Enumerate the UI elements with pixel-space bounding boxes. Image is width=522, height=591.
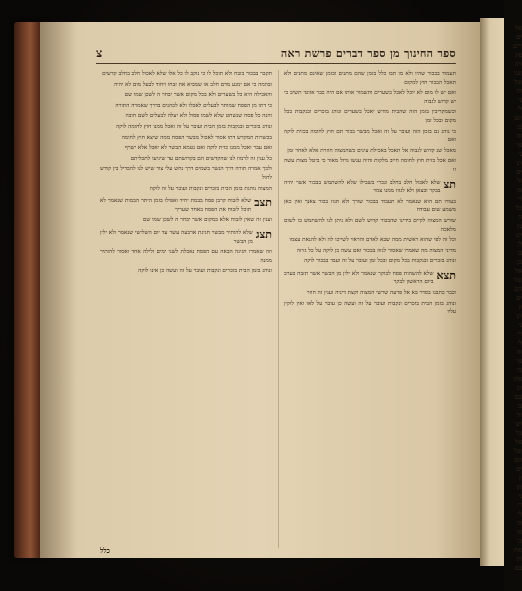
strip-line: יש	[515, 231, 522, 239]
strip-line: ני	[518, 321, 522, 329]
strip-line: סו	[516, 186, 522, 194]
paragraph	[100, 112, 272, 121]
strip-line: את	[514, 546, 522, 554]
paragraph-text: ונוהג בזמן הבית בזכרים ונקבות ועובר על זה ועשה כן עובר על לאו ואין לוקין עליו	[284, 300, 456, 316]
strip-line: כי	[517, 366, 522, 374]
paragraph	[284, 236, 456, 245]
strip-line: אל	[515, 438, 522, 446]
paragraph	[284, 247, 456, 256]
strip-line: רי	[517, 330, 522, 338]
strip-line: זה	[516, 132, 522, 140]
section-number: תצב	[254, 196, 272, 210]
paragraph-text: כי דתו מן הפסח שמותר לבעלים לאכלו ולא לכהנים בדרך שאמרה התורה	[115, 102, 272, 109]
section-number: תצג	[255, 227, 272, 241]
paragraph	[284, 300, 456, 317]
right-page-text	[482, 24, 522, 573]
paragraph-text: וכל זה לפי שהוא ראשית ממה שבא לאדם והראוי לשייכו לה ולא להנאת עצמו	[289, 237, 456, 244]
strip-line: אי	[516, 357, 522, 365]
strip-line: הו	[516, 87, 522, 95]
paragraph-text: מאכל שנ קדוש לגבוה אל תאכל באכילת עינים כשהמצוה חוזרת אלא לאחר זמן	[287, 147, 456, 154]
strip-line: לי	[517, 510, 522, 518]
catchword: כלל	[100, 546, 110, 555]
strip-line: כל	[515, 429, 522, 437]
page-title: ספר החינוך מן ספר דברים פרשת ראה	[280, 47, 456, 60]
page-number: צ	[96, 46, 103, 60]
strip-line: תן	[516, 483, 522, 491]
paragraph-text: שורש המצוה לקיים בידינו שהבכור קדוש לשם ולא ניתן לנו להשתמש בו לשום מלאכה	[284, 217, 456, 233]
paragraph	[284, 147, 456, 156]
strip-line: מן	[516, 222, 522, 230]
strip-line: ול	[517, 177, 522, 185]
strip-line: רי	[517, 501, 522, 509]
paragraph	[100, 134, 272, 143]
strip-line: בו	[517, 402, 522, 410]
paragraph-text: מדיני המצוה מה שאמרו שאסור לגזוז בבכור ואם עשה כן לוקה על כל גזיזה	[296, 247, 456, 254]
paragraph	[100, 229, 272, 246]
paragraph	[100, 123, 272, 132]
header-rule	[96, 63, 456, 64]
strip-line: לו	[517, 240, 522, 248]
column-divider	[278, 70, 279, 548]
paragraph	[284, 108, 456, 125]
strip-line: פק	[515, 51, 522, 59]
strip-line: יש	[515, 420, 522, 428]
paragraph	[284, 270, 456, 287]
strip-line: בם	[514, 564, 522, 572]
strip-line: כל	[515, 204, 522, 212]
paragraph-text: כי נוהג גם בזמן הזה ועובר על זה ואכל מבשר בכור תם חוץ לחומה בכזית לוקה ואם	[284, 128, 456, 144]
paragraph	[100, 155, 272, 164]
paragraph	[284, 289, 456, 298]
strip-line: זה	[516, 348, 522, 356]
paragraph-text: וכבר כתבנו בסדר בא אל פרעה שרשי המצוה וקצת דיניה וענין זה חוזר	[306, 290, 456, 297]
paragraph	[100, 102, 272, 111]
strip-line: ני	[518, 150, 522, 158]
paragraph-text: בכשרות המקדש דתו אסור לאכול מבשר הפסח ממה שיצא חוץ לחומה	[121, 134, 272, 141]
strip-line: זה	[516, 519, 522, 527]
paragraph	[100, 144, 272, 153]
strip-line: רים	[513, 42, 522, 50]
paragraph-text: ואם עבר ואכל ממנו כזית לוקה ואם נטמא הבשר לא יאכל אלא ישרף	[125, 145, 272, 152]
text-column-right	[284, 70, 456, 548]
strip-line: של	[514, 447, 522, 455]
strip-line: רי	[517, 195, 522, 203]
strip-line: ה	[518, 213, 522, 221]
strip-line: תן	[516, 312, 522, 320]
paragraph	[100, 70, 272, 79]
strip-line: כן	[517, 123, 522, 131]
paragraph-text: וכשמקריבין בזמן הזה שהבית מורש יאכל בשערים ונוהג בזכרים ובנקבות בכל מקום ובכל זמן	[284, 109, 456, 124]
strip-line: לי	[517, 339, 522, 347]
paragraph-text: בעודו תם הוא שנאמר לא תעבוד בבכור שורך ולא תגוז בכור צאנך ואין כאן משמע שום עבודה	[284, 198, 456, 214]
paragraph	[284, 198, 456, 215]
paragraph-text: שלא לאכול חלב בחלב ונכרי בשבילו שלא להשתמש בבכור אשר יהיה בבקר ובצאן ולא לגזוז ממנו צמר	[284, 179, 441, 195]
paragraph-text: שלא לזבוח קרבן פסח בבמת יחיד ואפילו בזמן היתר הבמות שנאמר לא תוכל לזבוח את הפסח באחד שעריך	[100, 198, 252, 213]
paragraph-text: וזה שאמרו חגיגה הבאה עם הפסח נאכלת לשני ימים ולילה אחד ואסור להותיר ממנה	[100, 249, 272, 264]
right-page-edge	[480, 18, 522, 572]
paragraph-text: כל ענין זה לרמוז לנו שהקדשים הם בקדושתם עד שיגיעו לתכליתם	[130, 155, 272, 162]
section-number: תצא	[436, 268, 456, 282]
strip-line: ים	[516, 168, 522, 176]
strip-line: לי	[517, 105, 522, 113]
paragraph	[284, 157, 456, 174]
paragraph	[100, 165, 272, 182]
strip-line: הן	[516, 555, 522, 563]
paragraph-text: תקבר בבכור בזבח ולא תוכל לו כי נוקב לו כל אלו שלא לאכול חלב בחלב קדשים	[102, 71, 272, 77]
strip-line: אי	[516, 528, 522, 536]
paragraph-text: והנה כל פסח שנשחט שלא לשמו פסול ולא יעלה לבעלים לשם חובה	[125, 113, 272, 120]
text-column-left	[100, 70, 272, 548]
paragraph-text: ואם אכל כזית חוץ לחומה חייב מלקות והיה ענשו גדול מאוד כי ביטל מצות עשה זו	[284, 158, 456, 173]
paragraph	[100, 81, 272, 90]
paragraph-text: וענין זה שאין לזבוח אלא במקום אשר יבחר ה לשכן שמו שם	[142, 217, 272, 224]
strip-line: ויה	[514, 60, 522, 68]
strip-line: ון	[518, 474, 522, 482]
strip-line: ני	[518, 492, 522, 500]
strip-line: תן	[516, 159, 522, 167]
strip-line: הם	[514, 114, 522, 122]
strip-line: בו	[517, 249, 522, 257]
paragraph-text: ולכך אמרה תורה דרך הנשר בשמים דרך נחש עלי צור שיש לנו להבדיל בין קודש לחול	[100, 166, 272, 181]
paragraph	[100, 197, 272, 214]
strip-line: הן	[516, 384, 522, 392]
paragraph-text: ובהמה כי אם ימנע מדם חלב או שמביא את זבחו ויחוד לבעל מום לא יהיה	[113, 81, 272, 88]
paragraph-text: ונוהג בזכרים ובנקבות בזמן הבית ועובר על זה ואכל ממנו חוץ לחומה לוקה	[116, 123, 272, 130]
strip-line: ים	[516, 33, 522, 41]
paragraph-text: תעמוד בבכור שהיו ולא מו תבו כלל בזמן שהם מתנים ובזמן שאינם מתנים ולא תאכל הבכור חוץ למקום	[284, 71, 456, 86]
section-number: תצ	[443, 177, 456, 191]
strip-line: ני	[518, 96, 522, 104]
paragraph	[100, 91, 272, 100]
strip-line: ון	[518, 303, 522, 311]
paragraph	[100, 267, 272, 276]
strip-line: אל	[515, 267, 522, 275]
paragraph	[284, 89, 456, 106]
paragraph	[284, 70, 456, 87]
paragraph-text: והאכילה היא כל בשערים ולא בכל מקום אשר יבחר ה לשכן שמו שם	[124, 92, 272, 99]
strip-line: הם	[514, 285, 522, 293]
paragraph	[284, 179, 456, 196]
strip-line: אל	[515, 24, 522, 32]
paragraph-text: ונוהג בזמן הבית בזכרים ונקבות ועובר על זה ועשה כן אינו לוקה	[138, 268, 272, 275]
paragraph	[284, 128, 456, 145]
running-header	[96, 46, 456, 61]
strip-line: ים	[516, 294, 522, 302]
strip-line: בם	[514, 393, 522, 401]
paragraph	[100, 216, 272, 225]
paragraph-text: ונוהג בזכרים ובנקבות בכל מקום ובכל זמן ועובר על זה ועבד בבכור לוקה	[304, 258, 456, 265]
strip-line: הם	[514, 456, 522, 464]
strip-line: את	[514, 375, 522, 383]
strip-line: כן	[517, 258, 522, 266]
paragraph	[284, 217, 456, 234]
strip-line: שני	[513, 69, 522, 77]
strip-line: של	[514, 276, 522, 284]
strip-line: אי	[516, 141, 522, 149]
paragraph	[100, 185, 272, 194]
paragraph-text: המצוה נוהגת בזמן הבית בזכרים ונקבות ועובר על זה לוקה	[149, 185, 272, 192]
strip-line: של	[514, 78, 522, 86]
paragraph	[284, 257, 456, 266]
paragraph-text: שלא להשהות פסח לבוקר שנאמר ולא ילין מן הבשר אשר תזבח בערב ביום הראשון לבקר	[284, 270, 434, 286]
paragraph-text: ואם יש לו מום לא יוכל לאכל בשערים ותשמור אותו אם היה כבר אזוטי תשיב כי יש קדוש לגבוה	[284, 90, 456, 105]
strip-line: כי	[517, 537, 522, 545]
strip-line: ים	[516, 465, 522, 473]
paragraph	[100, 248, 272, 265]
paragraph-text: שלא להותיר מבשר חגיגת ארבעה עשר עד יום השלישי שנאמר ולא ילין מן הבשר	[100, 229, 253, 245]
strip-line: ול	[517, 411, 522, 419]
